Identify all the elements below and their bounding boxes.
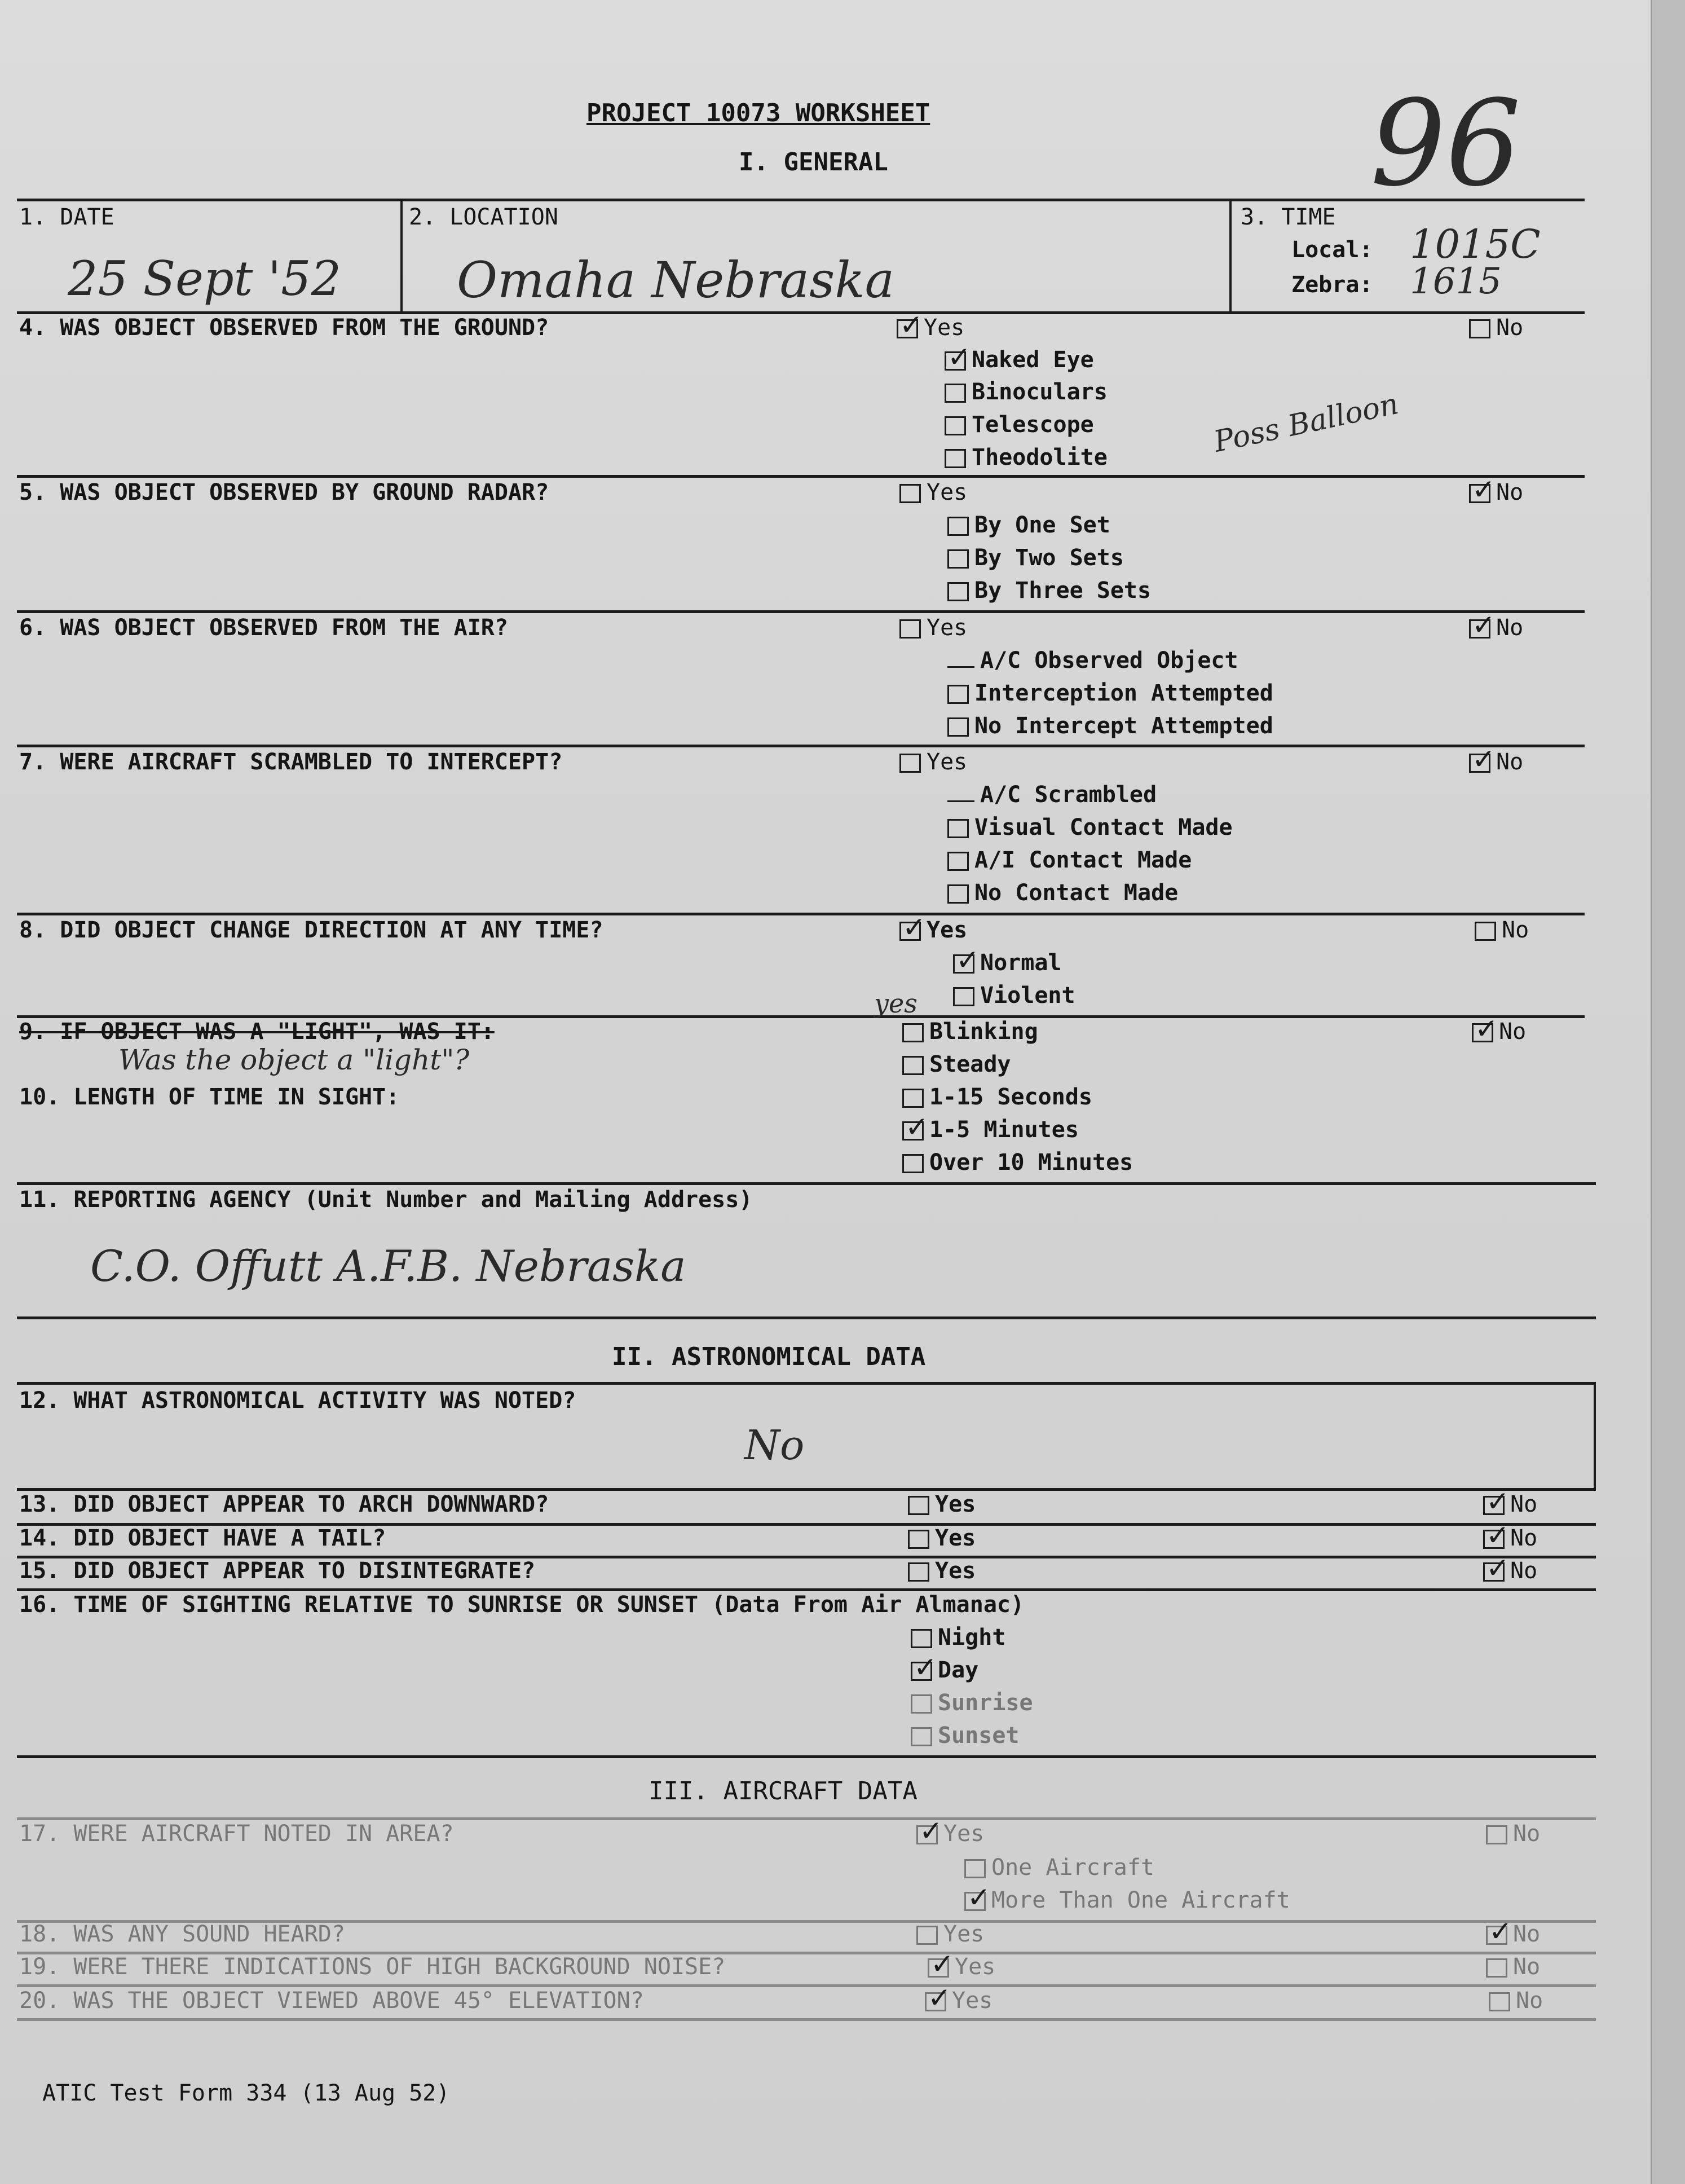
q7-no[interactable]: ✓ No <box>1469 749 1523 775</box>
q17-one-aircraft[interactable]: One Aircraft <box>964 1855 1154 1881</box>
scan-edge <box>1651 0 1685 2184</box>
q4-label: 4. WAS OBJECT OBSERVED FROM THE GROUND? <box>19 315 549 341</box>
q4-theodolite[interactable]: Theodolite <box>945 444 1108 470</box>
rule <box>17 1015 1585 1018</box>
q5-one-set[interactable]: By One Set <box>947 512 1110 538</box>
zebra-label: Zebra: <box>1291 272 1373 298</box>
q17-no[interactable]: No <box>1486 1821 1540 1847</box>
q12-value: No <box>744 1421 805 1469</box>
q9-handwritten-question: Was the object a "light"? <box>118 1043 470 1076</box>
q5-label: 5. WAS OBJECT OBSERVED BY GROUND RADAR? <box>19 479 549 505</box>
q8-violent[interactable]: Violent <box>953 983 1075 1009</box>
q5-yes[interactable]: Yes <box>899 479 967 505</box>
col-divider <box>1594 1382 1596 1489</box>
q16-sunrise[interactable]: Sunrise <box>911 1690 1033 1716</box>
q14-label: 14. DID OBJECT HAVE A TAIL? <box>19 1525 386 1551</box>
q13-no[interactable]: ✓ No <box>1483 1491 1537 1517</box>
q18-yes[interactable]: Yes <box>916 1921 984 1947</box>
form-id: ATIC Test Form 334 (13 Aug 52) <box>42 2080 450 2106</box>
q19-no[interactable]: No <box>1486 1954 1540 1980</box>
q13-yes[interactable]: Yes <box>908 1491 976 1517</box>
col-divider <box>400 199 403 311</box>
q4-no[interactable]: No <box>1469 315 1523 341</box>
q10-1-15-seconds[interactable]: 1-15 Seconds <box>902 1084 1092 1110</box>
q5-no[interactable]: ✓ No <box>1469 479 1523 505</box>
worksheet-title: PROJECT 10073 WORKSHEET <box>586 99 930 127</box>
rule <box>17 1755 1596 1758</box>
q5-three-sets[interactable]: By Three Sets <box>947 578 1151 604</box>
q9-no[interactable]: ✓ No <box>1472 1019 1526 1045</box>
q17-label: 17. WERE AIRCRAFT NOTED IN AREA? <box>19 1821 454 1847</box>
q6-ac-observed[interactable]: A/C Observed Object <box>947 648 1238 673</box>
rule <box>17 2018 1596 2021</box>
q5-two-sets[interactable]: By Two Sets <box>947 545 1124 571</box>
q13-label: 13. DID OBJECT APPEAR TO ARCH DOWNWARD? <box>19 1491 549 1517</box>
q17-more-than-one[interactable]: ✓ More Than One Aircraft <box>964 1887 1290 1913</box>
q7-ai-contact[interactable]: A/I Contact Made <box>947 847 1192 873</box>
q9-yes-note: yes <box>874 988 918 1019</box>
location-label: 2. LOCATION <box>409 204 558 230</box>
q16-sunset[interactable]: Sunset <box>911 1723 1020 1749</box>
q8-normal[interactable]: ✓ Normal <box>953 950 1062 976</box>
rule <box>17 1488 1596 1491</box>
rule <box>17 745 1585 747</box>
q8-label: 8. DID OBJECT CHANGE DIRECTION AT ANY TIME? <box>19 917 603 943</box>
q16-night[interactable]: Night <box>911 1624 1005 1650</box>
rule <box>17 1382 1596 1385</box>
q7-yes[interactable]: Yes <box>899 749 967 775</box>
rule <box>17 311 1585 314</box>
q18-label: 18. WAS ANY SOUND HEARD? <box>19 1921 345 1947</box>
q8-no[interactable]: No <box>1475 917 1529 943</box>
q4-handwritten-note: Poss Balloon <box>1211 387 1402 459</box>
rule <box>17 610 1585 613</box>
zebra-value: 1615 <box>1410 261 1502 302</box>
q6-no[interactable]: ✓ No <box>1469 615 1523 641</box>
q6-label: 6. WAS OBJECT OBSERVED FROM THE AIR? <box>19 615 508 641</box>
q7-label: 7. WERE AIRCRAFT SCRAMBLED TO INTERCEPT? <box>19 749 563 775</box>
q18-no[interactable]: ✓ No <box>1486 1921 1540 1947</box>
q4-binoculars[interactable]: Binoculars <box>945 379 1108 405</box>
rule <box>17 1316 1596 1319</box>
rule <box>17 1984 1596 1987</box>
rule <box>17 1817 1596 1820</box>
q10-over-10-minutes[interactable]: Over 10 Minutes <box>902 1150 1133 1175</box>
q14-yes[interactable]: Yes <box>908 1525 976 1551</box>
q9-steady[interactable]: Steady <box>902 1051 1011 1077</box>
q8-yes[interactable]: ✓ Yes <box>899 917 967 943</box>
time-label: 3. TIME <box>1241 204 1336 230</box>
q20-yes[interactable]: ✓ Yes <box>925 1988 993 2014</box>
q15-no[interactable]: ✓ No <box>1483 1558 1537 1584</box>
q20-label: 20. WAS THE OBJECT VIEWED ABOVE 45° ELEVATION? <box>19 1988 644 2014</box>
rule <box>17 1182 1596 1185</box>
q7-visual-contact[interactable]: Visual Contact Made <box>947 814 1233 840</box>
col-divider <box>1229 199 1232 311</box>
date-label: 1. DATE <box>19 204 114 230</box>
section-aircraft-heading: III. AIRCRAFT DATA <box>649 1777 918 1806</box>
q4-yes[interactable]: ✓ Yes <box>897 315 964 341</box>
q6-yes[interactable]: Yes <box>899 615 967 641</box>
local-label: Local: <box>1291 237 1373 263</box>
q9-blinking[interactable]: Blinking <box>902 1019 1038 1045</box>
q17-yes[interactable]: ✓ Yes <box>916 1821 984 1847</box>
q19-yes[interactable]: ✓ Yes <box>928 1954 995 1980</box>
q15-label: 15. DID OBJECT APPEAR TO DISINTEGRATE? <box>19 1558 536 1584</box>
rule <box>17 475 1585 478</box>
q16-day[interactable]: ✓ Day <box>911 1657 978 1683</box>
q20-no[interactable]: No <box>1489 1988 1543 2014</box>
q12-label: 12. WHAT ASTRONOMICAL ACTIVITY WAS NOTED? <box>19 1388 576 1414</box>
page-number: 96 <box>1370 74 1521 213</box>
q15-yes[interactable]: Yes <box>908 1558 976 1584</box>
q14-no[interactable]: ✓ No <box>1483 1525 1537 1551</box>
q7-ac-scrambled[interactable]: A/C Scrambled <box>947 782 1157 808</box>
date-value: 25 Sept '52 <box>68 251 342 306</box>
rule <box>17 1588 1596 1591</box>
q4-naked-eye[interactable]: ✓ Naked Eye <box>945 347 1094 373</box>
q11-value: C.O. Offutt A.F.B. Nebraska <box>90 1241 686 1291</box>
section-general-heading: I. GENERAL <box>739 148 888 177</box>
q7-no-contact[interactable]: No Contact Made <box>947 880 1178 906</box>
q6-no-intercept[interactable]: No Intercept Attempted <box>947 713 1273 739</box>
q19-label: 19. WERE THERE INDICATIONS OF HIGH BACKGROUND NOISE? <box>19 1954 726 1980</box>
q9-label: 9. IF OBJECT WAS A "LIGHT", WAS IT: <box>19 1019 495 1045</box>
q16-label: 16. TIME OF SIGHTING RELATIVE TO SUNRISE OR SUNSET (Data From Air Almanac) <box>19 1592 1025 1618</box>
rule <box>17 199 1585 201</box>
q10-label: 10. LENGTH OF TIME IN SIGHT: <box>19 1084 400 1110</box>
q6-interception-attempted[interactable]: Interception Attempted <box>947 680 1273 706</box>
q10-1-5-minutes[interactable]: ✓ 1-5 Minutes <box>902 1117 1079 1143</box>
rule <box>17 913 1585 915</box>
q4-telescope[interactable]: Telescope <box>945 412 1094 438</box>
local-value: 1015C <box>1410 221 1541 267</box>
location-value: Omaha Nebraska <box>457 251 895 309</box>
section-astronomical-heading: II. ASTRONOMICAL DATA <box>612 1342 926 1371</box>
q11-label: 11. REPORTING AGENCY (Unit Number and Mailing Address) <box>19 1187 753 1213</box>
